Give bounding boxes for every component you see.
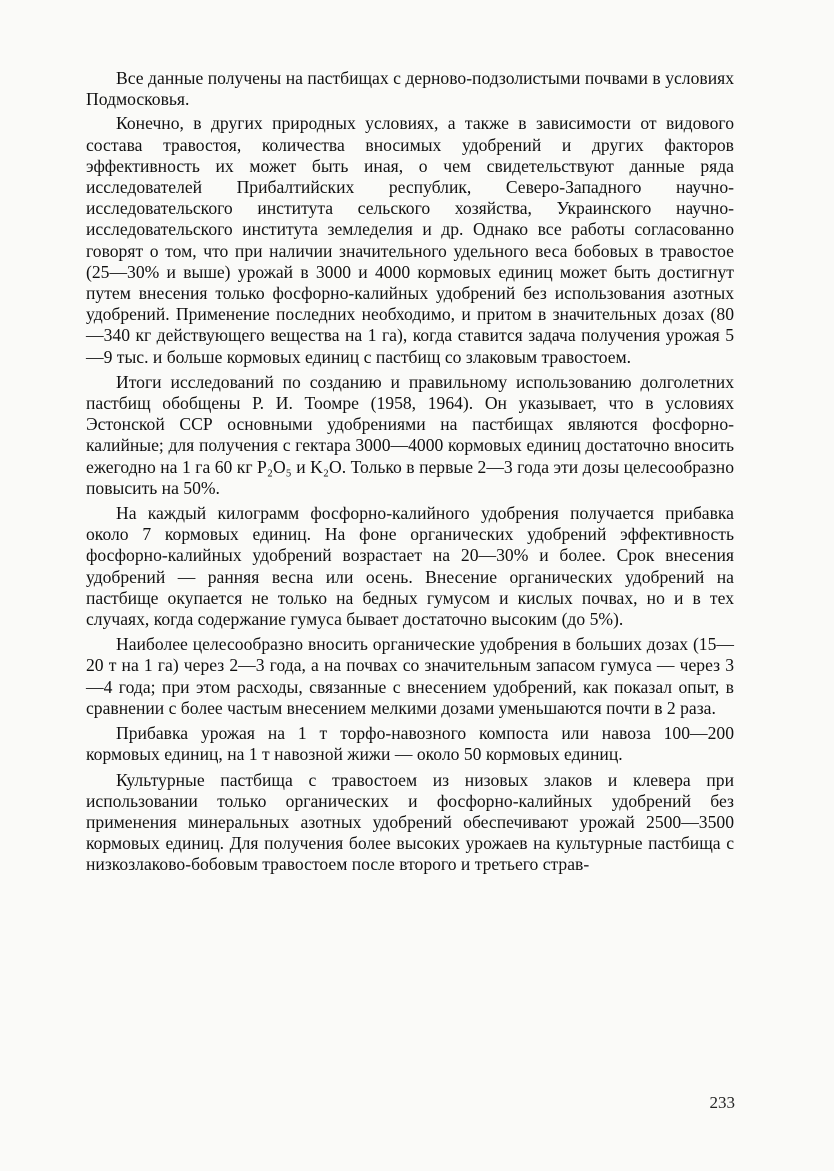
page-number: 233 xyxy=(709,1093,735,1112)
page-body-text xyxy=(86,68,734,876)
paragraph-2: Конечно, в других природных условиях, а также в зависимости от видового состава травостоя, количества вносимых удобрений и других факторов эффективность их может быть иная, о чем свидетельствуют данные ряда исследователей Прибалтийских республик, Северо-Западного научно-исследовательского института сельского хозяйства, Украинского научно-исследовательского института земледелия и др. Однако все работы согласованно говорят о том, что при наличии значительного удельного веса бобовых в травостое (25—30% и выше) урожай в 3000 и 4000 кормовых единиц может быть достигнут путем внесения только фосфорно-калийных удобрений без использования азотных удобрений. Применение последних необходимо, и притом в значительных дозах (80—340 кг действующего вещества на 1 га), когда ставится задача получения урожая 5—9 тыс. и больше кормовых единиц с пастбищ со злаковым травостоем. xyxy=(86,113,734,367)
paragraph-6: Прибавка урожая на 1 т торфо-навозного компоста или навоза 100—200 кормовых единиц, на 1 т навозной жижи — около 50 кормовых единиц. xyxy=(86,723,734,765)
paragraph-7: Культурные пастбища с травостоем из низовых злаков и клевера при использовании только органических и фосфорно-калийных удобрений без применения минеральных азотных удобрений обеспечивают урожай 2500—3500 кормовых единиц. Для получения более высоких урожаев на культурные пастбища с низкозлаково-бобовым травостоем после второго и третьего страв- xyxy=(86,769,734,875)
paragraph-1: Все данные получены на пастбищах с дерново-подзолистыми почвами в условиях Подмосковья. xyxy=(86,68,734,110)
paragraph-4: На каждый килограмм фосфорно-калийного удобрения получается прибавка около 7 кормовых единиц. На фоне органических удобрений эффективность фосфорно-калийных удобрений возрастает на 20—30% и более. Срок внесения удобрений — ранняя весна или осень. Внесение органических удобрений на пастбище окупается не только на бедных гумусом и кислых почвах, но и в тех случаях, когда содержание гумуса бывает достаточно высоким (до 5%). xyxy=(86,503,734,630)
paragraph-3: Итоги исследований по созданию и правильному использованию долголетних пастбищ обобщены Р. И. Тоомре (1958, 1964). Он указывает, что в условиях Эстонской ССР основными удобрениями на пастбищах являются фосфорно-калийные; для получения с гектара 3000—4000 кормовых единиц достаточно вносить ежегодно на 1 га 60 кг P₂O₅ и K₂O. Только в первые 2—3 года эти дозы целесообразно повысить на 50%. xyxy=(86,371,734,498)
paragraph-5: Наиболее целесообразно вносить органические удобрения в больших дозах (15—20 т на 1 га) через 2—3 года, а на почвах со значительным запасом гумуса — через 3—4 года; при этом расходы, связанные с внесением удобрений, как показал опыт, в сравнении с более частым внесением мелкими дозами уменьшаются почти в 2 раза. xyxy=(86,634,734,718)
